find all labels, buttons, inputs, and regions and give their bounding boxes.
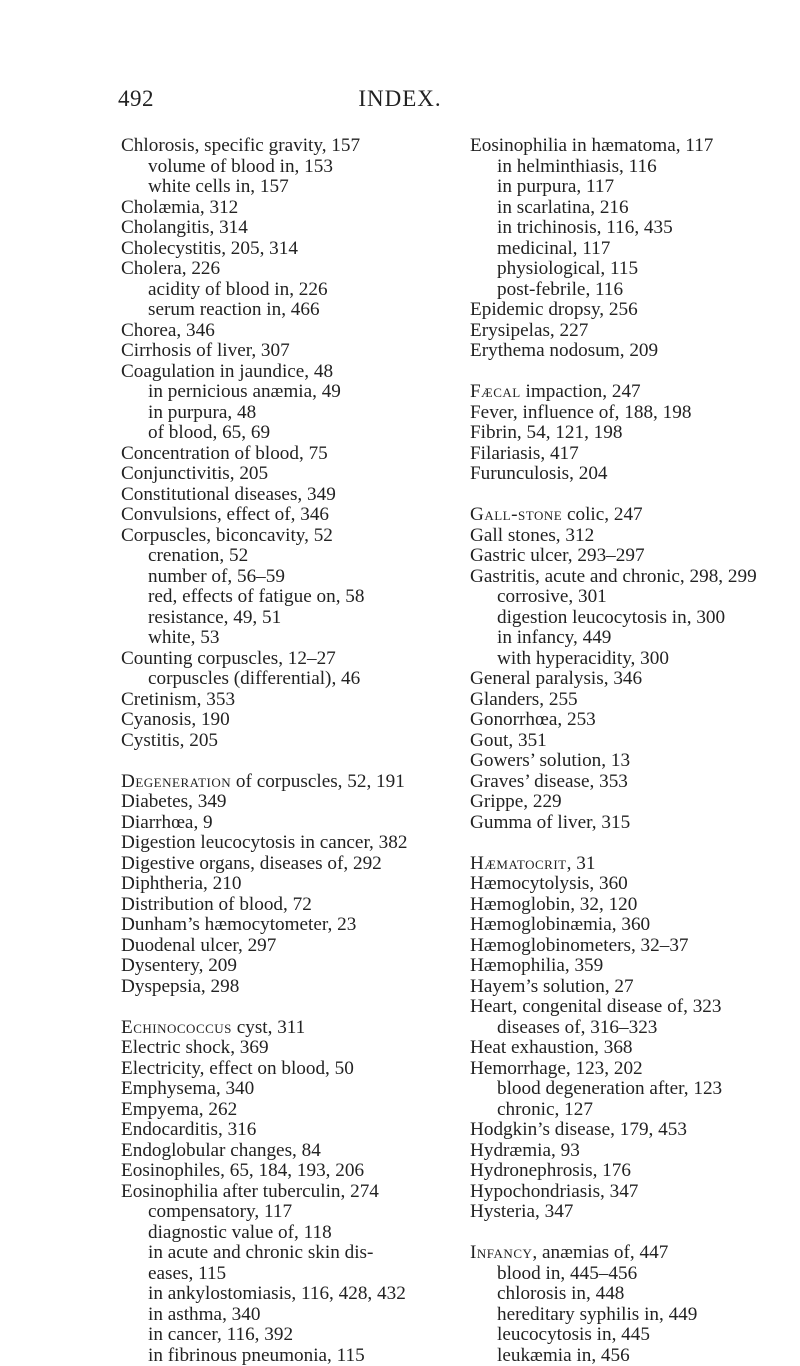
index-entry-rest: cyst, 311 <box>232 1017 305 1038</box>
index-entry-rest: impaction, 247 <box>521 381 641 402</box>
index-entry <box>121 772 451 793</box>
index-entry: Distribution of blood, 72 <box>121 895 451 916</box>
index-entry: Cirrhosis of liver, 307 <box>121 341 451 362</box>
index-subentry: diseases of, 316–323 <box>470 1018 800 1039</box>
index-subentry: in cancer, 116, 392 <box>121 1325 451 1346</box>
index-entry: Cholera, 226 <box>121 259 451 280</box>
index-entry: Heart, congenital disease of, 323 <box>470 997 800 1018</box>
index-entry: Cretinism, 353 <box>121 690 451 711</box>
index-entry: Grippe, 229 <box>470 792 800 813</box>
index-section-lead: Gall-stone <box>470 504 562 525</box>
index-subentry: corrosive, 301 <box>470 587 800 608</box>
index-entry: Gowers’ solution, 13 <box>470 751 800 772</box>
index-subentry: medicinal, 117 <box>470 239 800 260</box>
index-entry <box>470 1243 800 1264</box>
index-entry: Hayem’s solution, 27 <box>470 977 800 998</box>
index-entry: Filariasis, 417 <box>470 444 800 465</box>
index-section-lead: Hæmatocrit <box>470 853 567 874</box>
index-subentry: in ankylostomiasis, 116, 428, 432 <box>121 1284 451 1305</box>
index-entry-rest: colic, 247 <box>562 504 642 525</box>
index-entry: Hemorrhage, 123, 202 <box>470 1059 800 1080</box>
index-subentry: chlorosis in, 448 <box>470 1284 800 1305</box>
section-gap <box>470 485 800 506</box>
index-entry: Gastritis, acute and chronic, 298, 299 <box>470 567 800 588</box>
index-entry: Heat exhaustion, 368 <box>470 1038 800 1059</box>
index-entry: Glanders, 255 <box>470 690 800 711</box>
index-entry: Dysentery, 209 <box>121 956 451 977</box>
index-entry: Coagulation in jaundice, 48 <box>121 362 451 383</box>
index-entry: Diarrhœa, 9 <box>121 813 451 834</box>
index-entry: Hodgkin’s disease, 179, 453 <box>470 1120 800 1141</box>
index-entry: Counting corpuscles, 12–27 <box>121 649 451 670</box>
index-entry: Constitutional diseases, 349 <box>121 485 451 506</box>
index-entry: Epidemic dropsy, 256 <box>470 300 800 321</box>
index-entry-rest: , 31 <box>567 853 596 874</box>
page-number: 492 <box>118 86 154 112</box>
index-subentry: with hyperacidity, 300 <box>470 649 800 670</box>
index-entry: Cystitis, 205 <box>121 731 451 752</box>
index-entry: Diabetes, 349 <box>121 792 451 813</box>
index-entry: Electric shock, 369 <box>121 1038 451 1059</box>
index-entry: Chorea, 346 <box>121 321 451 342</box>
index-subentry: leukæmia in, 456 <box>470 1346 800 1366</box>
index-entry: Corpuscles, biconcavity, 52 <box>121 526 451 547</box>
index-entry: Dyspepsia, 298 <box>121 977 451 998</box>
index-entry: Gonorrhœa, 253 <box>470 710 800 731</box>
index-entry: Convulsions, effect of, 346 <box>121 505 451 526</box>
index-entry: Cholæmia, 312 <box>121 198 451 219</box>
index-entry: Concentration of blood, 75 <box>121 444 451 465</box>
index-entry: Conjunctivitis, 205 <box>121 464 451 485</box>
index-entry: Chlorosis, specific gravity, 157 <box>121 136 451 157</box>
index-entry-rest: of corpuscles, 52, 191 <box>231 771 405 792</box>
index-subentry: compensatory, 117 <box>121 1202 451 1223</box>
index-entry: Endoglobular changes, 84 <box>121 1141 451 1162</box>
section-gap <box>470 833 800 854</box>
index-entry: Fever, influence of, 188, 198 <box>470 403 800 424</box>
index-entry: Erythema nodosum, 209 <box>470 341 800 362</box>
index-subentry: in pernicious anæmia, 49 <box>121 382 451 403</box>
index-entry: Emphysema, 340 <box>121 1079 451 1100</box>
index-subentry: in scarlatina, 216 <box>470 198 800 219</box>
index-subentry: leucocytosis in, 445 <box>470 1325 800 1346</box>
section-gap <box>121 751 451 772</box>
index-entry <box>470 382 800 403</box>
index-subentry: resistance, 49, 51 <box>121 608 451 629</box>
index-entry: Cholecystitis, 205, 314 <box>121 239 451 260</box>
index-entry: Hydræmia, 93 <box>470 1141 800 1162</box>
index-entry: Hæmoglobinometers, 32–37 <box>470 936 800 957</box>
index-entry: Dunham’s hæmocytometer, 23 <box>121 915 451 936</box>
index-entry: Eosinophilia after tuberculin, 274 <box>121 1182 451 1203</box>
index-entry <box>121 1018 451 1039</box>
index-subentry: in asthma, 340 <box>121 1305 451 1326</box>
index-entry: Graves’ disease, 353 <box>470 772 800 793</box>
index-subentry: in trichinosis, 116, 435 <box>470 218 800 239</box>
index-entry: Endocarditis, 316 <box>121 1120 451 1141</box>
index-entry: Gout, 351 <box>470 731 800 752</box>
index-section-lead: Degeneration <box>121 771 231 792</box>
index-subentry: post-febrile, 116 <box>470 280 800 301</box>
index-entry: Erysipelas, 227 <box>470 321 800 342</box>
index-entry: Hæmoglobinæmia, 360 <box>470 915 800 936</box>
index-entry: Fibrin, 54, 121, 198 <box>470 423 800 444</box>
section-gap <box>470 1223 800 1244</box>
index-entry: Hæmophilia, 359 <box>470 956 800 977</box>
index-column-left <box>121 136 451 1366</box>
index-entry: General paralysis, 346 <box>470 669 800 690</box>
index-subentry: of blood, 65, 69 <box>121 423 451 444</box>
index-entry: Gall stones, 312 <box>470 526 800 547</box>
index-entry: Hæmoglobin, 32, 120 <box>470 895 800 916</box>
index-entry: Eosinophiles, 65, 184, 193, 206 <box>121 1161 451 1182</box>
index-entry: Hysteria, 347 <box>470 1202 800 1223</box>
index-subentry: blood in, 445–456 <box>470 1264 800 1285</box>
index-subentry: in helminthiasis, 116 <box>470 157 800 178</box>
index-subentry: in acute and chronic skin dis- <box>121 1243 451 1264</box>
index-entry: Eosinophilia in hæmatoma, 117 <box>470 136 800 157</box>
index-subentry: white cells in, 157 <box>121 177 451 198</box>
index-column-right <box>470 136 800 1366</box>
index-entry: Empyema, 262 <box>121 1100 451 1121</box>
index-section-lead: Infancy <box>470 1242 532 1263</box>
index-entry: Cholangitis, 314 <box>121 218 451 239</box>
index-subentry: physiological, 115 <box>470 259 800 280</box>
index-entry: Duodenal ulcer, 297 <box>121 936 451 957</box>
index-section-lead: Fæcal <box>470 381 521 402</box>
index-subentry: crenation, 52 <box>121 546 451 567</box>
index-continuation: eases, 115 <box>121 1264 451 1285</box>
index-subentry: in infancy, 449 <box>470 628 800 649</box>
section-gap <box>121 997 451 1018</box>
index-entry: Hydronephrosis, 176 <box>470 1161 800 1182</box>
index-subentry: number of, 56–59 <box>121 567 451 588</box>
index-entry: Hæmocytolysis, 360 <box>470 874 800 895</box>
index-entry: Digestive organs, diseases of, 292 <box>121 854 451 875</box>
index-entry: Diphtheria, 210 <box>121 874 451 895</box>
index-subentry: volume of blood in, 153 <box>121 157 451 178</box>
page-header <box>0 86 800 126</box>
page-title: INDEX. <box>0 86 800 112</box>
index-entry: Hypochondriasis, 347 <box>470 1182 800 1203</box>
index-entry: Furunculosis, 204 <box>470 464 800 485</box>
index-section-lead: Echinococcus <box>121 1017 232 1038</box>
index-entry: Gastric ulcer, 293–297 <box>470 546 800 567</box>
index-entry: Gumma of liver, 315 <box>470 813 800 834</box>
index-entry: Digestion leucocytosis in cancer, 382 <box>121 833 451 854</box>
index-entry: Cyanosis, 190 <box>121 710 451 731</box>
index-subentry: in fibrinous pneumonia, 115 <box>121 1346 451 1366</box>
section-gap <box>470 362 800 383</box>
index-subentry: serum reaction in, 466 <box>121 300 451 321</box>
index-entry-rest: , anæmias of, 447 <box>532 1242 668 1263</box>
index-entry <box>470 854 800 875</box>
index-entry <box>470 505 800 526</box>
index-subentry: chronic, 127 <box>470 1100 800 1121</box>
index-subentry: in purpura, 48 <box>121 403 451 424</box>
index-subentry: diagnostic value of, 118 <box>121 1223 451 1244</box>
index-subentry: red, effects of fatigue on, 58 <box>121 587 451 608</box>
index-entry: Electricity, effect on blood, 50 <box>121 1059 451 1080</box>
index-subentry: digestion leucocytosis in, 300 <box>470 608 800 629</box>
index-subentry: corpuscles (differential), 46 <box>121 669 451 690</box>
index-subentry: white, 53 <box>121 628 451 649</box>
index-subentry: in purpura, 117 <box>470 177 800 198</box>
index-subentry: acidity of blood in, 226 <box>121 280 451 301</box>
index-subentry: blood degeneration after, 123 <box>470 1079 800 1100</box>
index-subentry: hereditary syphilis in, 449 <box>470 1305 800 1326</box>
